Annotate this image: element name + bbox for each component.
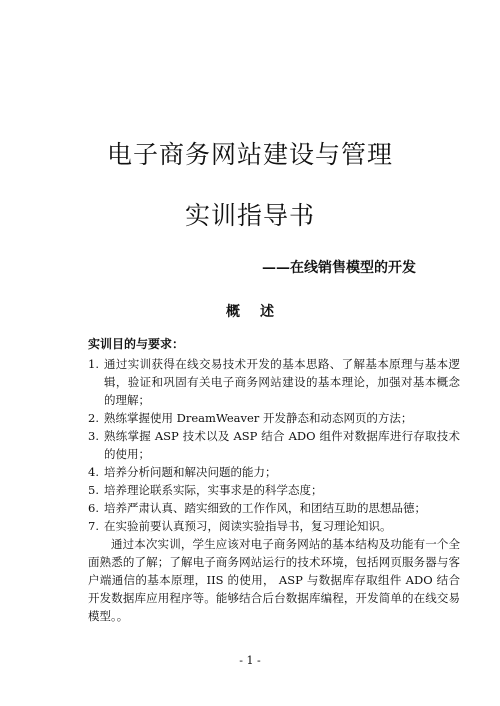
list-item-number: 3. [88, 429, 99, 443]
list-item-number: 2. [88, 411, 99, 425]
list-item-number: 5. [88, 483, 99, 497]
overview-heading: 概述 [226, 304, 294, 320]
list-item-number: 4. [88, 465, 99, 479]
list-item-text: 熟练掌握 ASP 技术以及 ASP 结合 ADO 组件对数据库进行存取技术的使用； [104, 429, 460, 461]
list-item-text: 培养分析问题和解决问题的能力； [104, 465, 277, 479]
list-item-number: 1. [88, 357, 99, 371]
content-body [88, 355, 460, 625]
list-item [88, 481, 460, 499]
list-item [88, 355, 460, 409]
list-item-text: 在实验前要认真预习，阅读实验指导书，复习理论知识。 [104, 519, 392, 533]
list-item [88, 409, 460, 427]
list-item-text: 通过实训获得在线交易技术开发的基本思路、了解基本原理与基本逻辑，验证和巩固有关电子商务网站建设的基本理论，加强对基本概念的理解； [104, 357, 460, 407]
list-item-text: 培养理论联系实际，实事求是的科学态度； [104, 483, 323, 497]
topic-subtitle: ——在线销售模型的开发 [262, 260, 416, 276]
document-title: 电子商务网站建设与管理 [106, 140, 393, 169]
list-item [88, 517, 460, 535]
list-item [88, 499, 460, 517]
list-item-text: 培养严肃认真、踏实细致的工作作风，和团结互助的思想品德； [104, 501, 426, 515]
document-subtitle: 实训指导书 [184, 201, 315, 230]
page-number: - 1 - [239, 654, 261, 667]
list-item [88, 463, 460, 481]
list-item-number: 6. [88, 501, 99, 515]
section-heading: 实训目的与要求： [88, 337, 185, 351]
list-item-number: 7. [88, 519, 99, 533]
list-item [88, 427, 460, 463]
list-item-text: 熟练掌握使用 DreamWeaver 开发静态和动态网页的方法； [104, 411, 413, 425]
summary-paragraph: 通过本次实训，学生应该对电子商务网站的基本结构及功能有一个全面熟悉的了解；了解电子商务网站运行的技术环境，包括网页服务器与客户端通信的基本原理，IIS 的使用， ASP 与数据库存取组件 ADO 结合开发数据库应用程序等。能够结合后台数据库编程，开发简单的在线交易模型。。 [88, 537, 460, 623]
